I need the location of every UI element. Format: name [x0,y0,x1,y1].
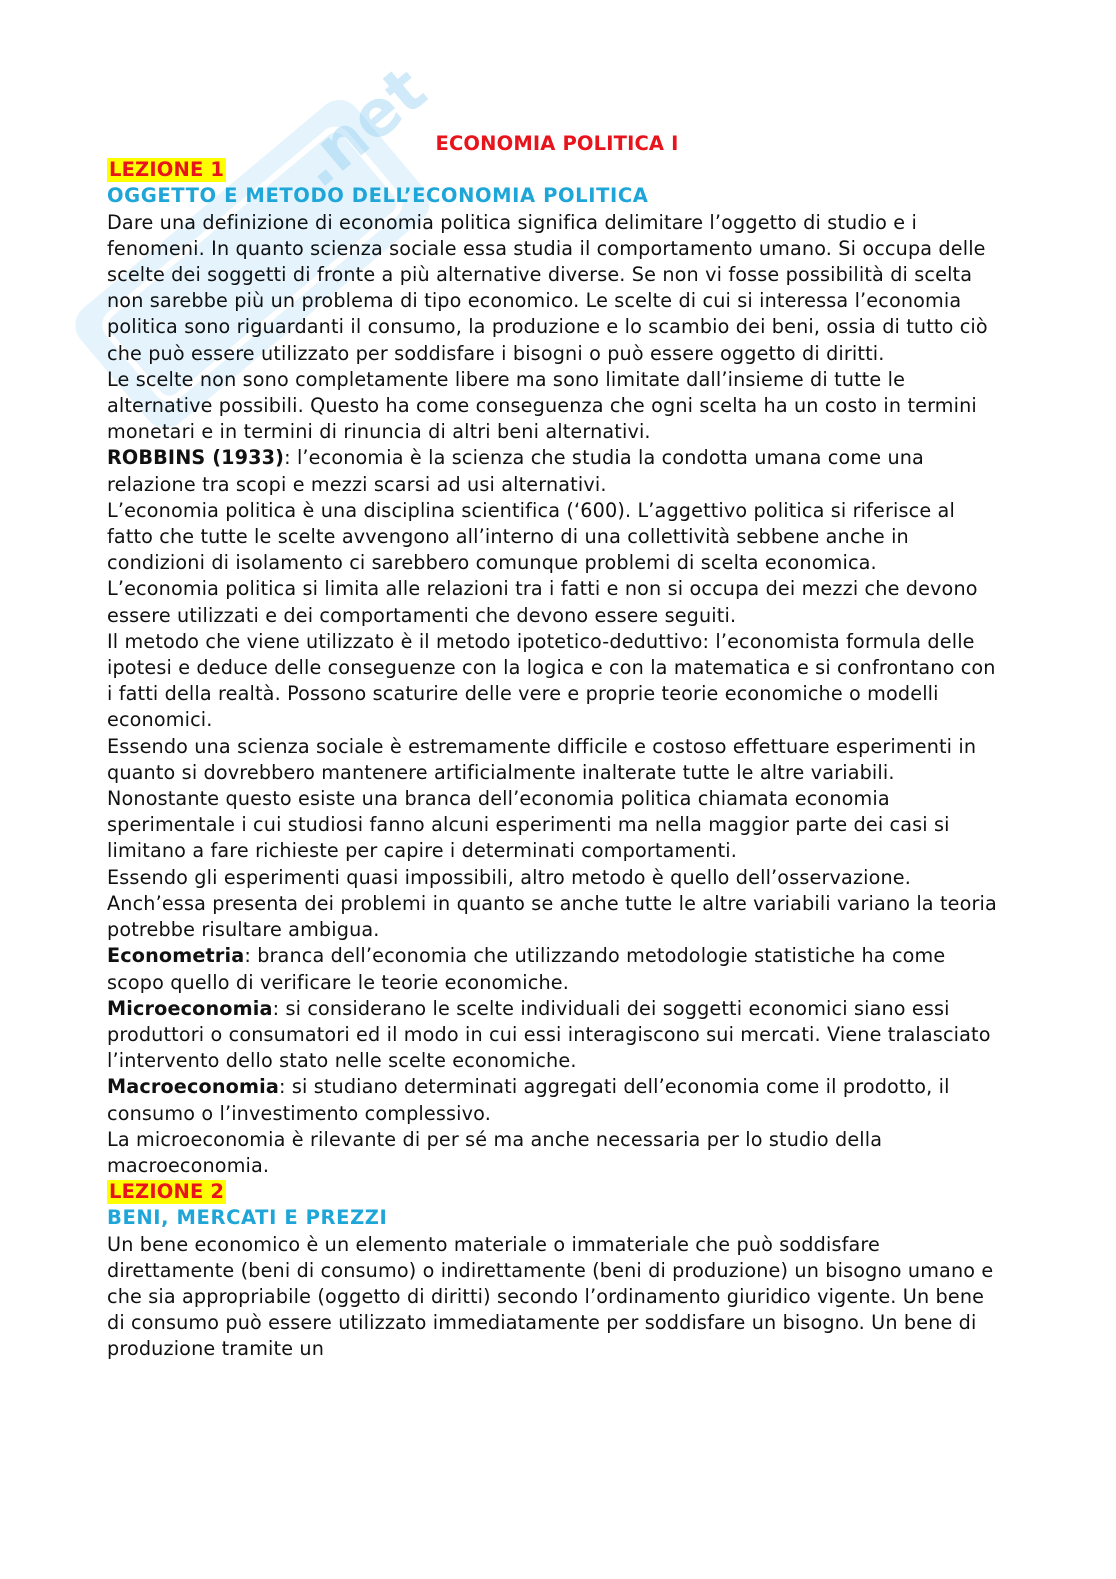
watermark-text: .net [282,53,441,203]
lesson-1-heading: OGGETTO E METODO DELL’ECONOMIA POLITICA [107,184,649,208]
paragraph: L’economia politica è una disciplina scientifica (‘600). L’aggettivo politica si riferisce al fatto che tutte le scelte avvengono all’interno di una collettività sebbene anche in condizioni di isolamento ci sarebbero comunque problemi di scelta economica. [107,498,955,575]
paragraph [107,1074,1007,1126]
lesson-1-label: LEZIONE 1 [109,158,225,182]
paragraph [107,996,1007,1075]
document-title: ECONOMIA POLITICA I [435,132,679,155]
paragraph: La microeconomia è rilevante di per sé ma anche necessaria per lo studio della macroeconomia. [107,1127,883,1177]
term-robbins: ROBBINS (1933) [107,446,285,470]
definition-text: : si studiano determinati aggregati dell’economia come il prodotto, il consumo o l’investimento complessivo. [107,1075,950,1125]
term-macroeconomia: Macroeconomia [107,1075,279,1099]
definition-text: : si considerano le scelte individuali dei soggetti economici siano essi produttori o consumatori ed il modo in cui essi interagiscono sui mercati. Viene tralasciato l’intervento dello stato nelle scelte economiche. [107,996,991,1073]
definition-text: : l’economia è la scienza che studia la condotta umana come una relazione tra scopi e mezzi scarsi ad usi alternativi. [107,446,924,496]
paragraph: Le scelte non sono completamente libere ma sono limitate dall’insieme di tutte le alternative possibili. Questo ha come conseguenza che ogni scelta ha un costo in termini monetari e in termini di rinuncia di altri beni alternativi. [107,367,977,444]
paragraph: L’economia politica si limita alle relazioni tra i fatti e non si occupa dei mezzi che devono essere utilizzati e dei comportamenti che devono essere seguiti. [107,577,978,627]
lesson-2-heading: BENI, MERCATI E PREZZI [107,1206,388,1230]
term-microeconomia: Microeconomia [107,996,273,1020]
paragraph: Essendo gli esperimenti quasi impossibili, altro metodo è quello dell’osservazione. Anch’essa presenta dei problemi in quanto se anche tutte le altre variabili variano la teoria potrebbe risultare ambigua. [107,865,997,942]
document-page [107,131,1007,1363]
term-econometria: Econometria [107,944,245,968]
paragraph: Dare una definizione di economia politica significa delimitare l’oggetto di studio e i fenomeni. In quanto scienza sociale essa studia il comportamento umano. Si occupa delle scelte dei soggetti di fronte a più alternative diverse. Se non vi fosse possibilità di scelta non sarebbe più un problema di tipo economico. Le scelte di cui si interessa l’economia politica sono riguardanti il consumo, la produzione e lo scambio dei beni, ossia di tutto ciò che può essere utilizzato per soddisfare i bisogni o può essere oggetto di diritti. [107,210,988,365]
paragraph [107,943,1007,995]
lesson-2-label: LEZIONE 2 [109,1180,225,1204]
definition-text: : branca dell’economia che utilizzando metodologie statistiche ha come scopo quello di verificare le teorie economiche. [107,944,946,994]
paragraph [107,445,1007,497]
paragraph: Il metodo che viene utilizzato è il metodo ipotetico-deduttivo: l’economista formula delle ipotesi e deduce delle conseguenze con la logica e con la matematica e si confrontano con i fatti della realtà. Possono scaturire delle vere e proprie teorie economiche o modelli economici. [107,629,996,732]
paragraph: Essendo una scienza sociale è estremamente difficile e costoso effettuare esperimenti in quanto si dovrebbero mantenere artificialmente inalterate tutte le altre variabili. Nonostante questo esiste una branca dell’economia politica chiamata economia sperimentale i cui studiosi fanno alcuni esperimenti ma nella maggior parte dei casi si limitano a fare richieste per capire i determinati comportamenti. [107,734,977,863]
paragraph: Un bene economico è un elemento materiale o immateriale che può soddisfare direttamente (beni di consumo) o indirettamente (beni di produzione) un bisogno umano e che sia appropriabile (oggetto di diritti) secondo l’ordinamento giuridico vigente. Un bene di consumo può essere utilizzato immediatamente per soddisfare un bisogno. Un bene di produzione tramite un [107,1232,994,1361]
